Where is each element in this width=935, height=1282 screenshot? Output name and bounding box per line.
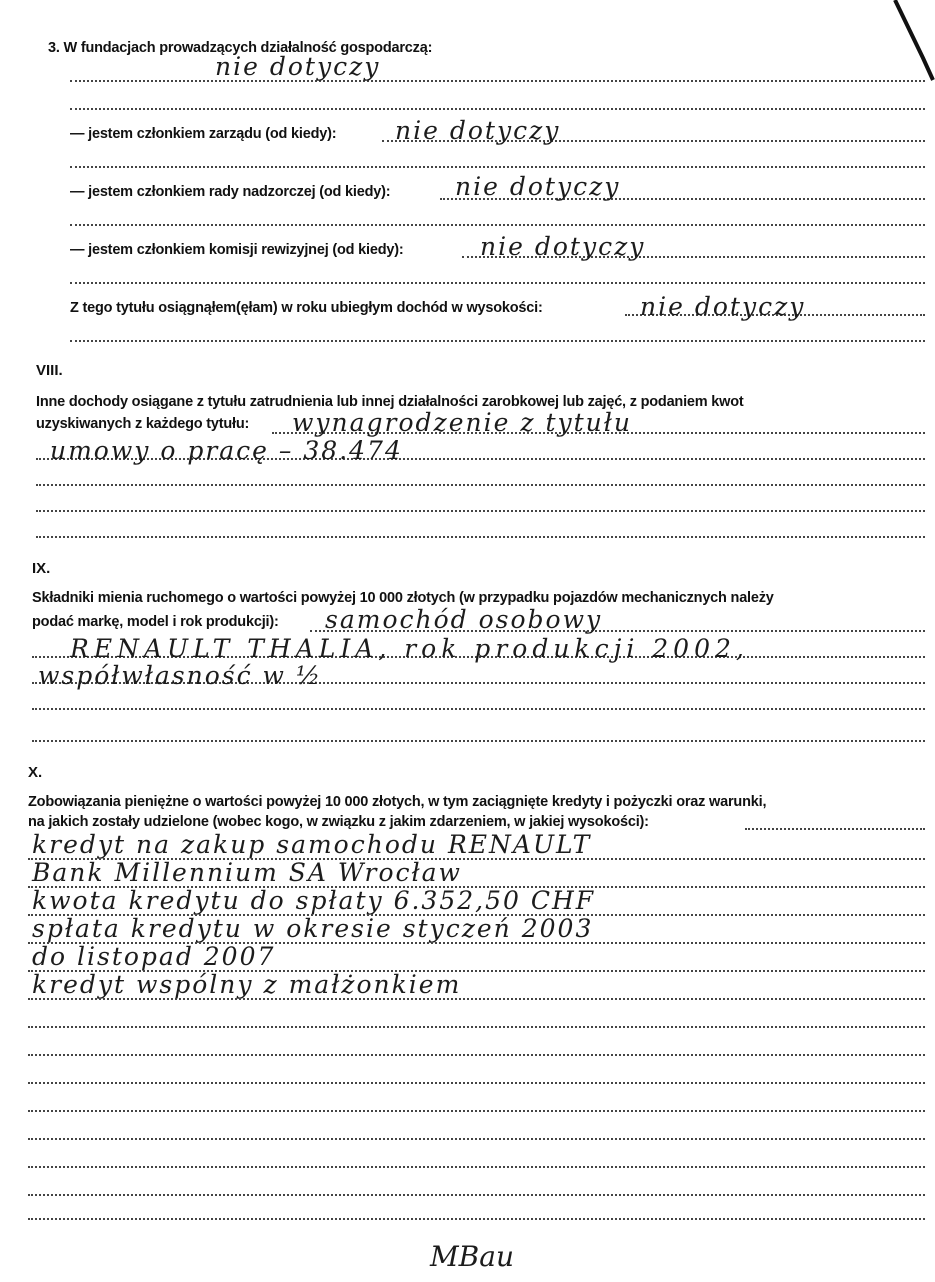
section10-text-line2: na jakich zostały udzielone (wobec kogo, w związku z jakim zdarzeniem, w jakiej wysokości): — [28, 814, 649, 830]
zarzad-label: — jestem członkiem zarządu (od kiedy): — [70, 126, 337, 142]
handwritten-answer: nie dotyczy — [480, 232, 646, 261]
dotted-line — [28, 1082, 925, 1084]
dotted-line — [70, 108, 925, 110]
handwritten-answer: wynagrodzenie z tytułu — [292, 408, 632, 437]
handwritten-answer: nie dotyczy — [455, 172, 621, 201]
handwritten-answer: współwłasność w ½ — [38, 661, 323, 690]
section3-heading: 3. W fundacjach prowadzących działalność gospodarczą: — [48, 40, 433, 56]
signature: MBau — [430, 1240, 514, 1273]
handwritten-answer: samochód osobowy — [325, 605, 603, 634]
dotted-line — [70, 340, 925, 342]
dotted-line — [36, 510, 925, 512]
corner-pen-mark — [875, 0, 935, 90]
dotted-line — [70, 80, 925, 82]
handwritten-answer: kredyt na zakup samochodu RENAULT — [32, 830, 592, 859]
dotted-line — [28, 1026, 925, 1028]
section10-heading: X. — [28, 764, 43, 781]
section8-text-line1: Inne dochody osiągane z tytułu zatrudnienia lub innej działalności zarobkowej lub zajęć, z podaniem kwot — [36, 394, 744, 410]
dotted-line — [70, 282, 925, 284]
dotted-line — [28, 998, 925, 1000]
dotted-line — [745, 828, 925, 830]
section8-text-line2: uzyskiwanych z każdego tytułu: — [36, 416, 250, 432]
handwritten-answer: nie dotyczy — [640, 292, 806, 321]
dotted-line — [28, 1138, 925, 1140]
section9-heading: IX. — [32, 560, 51, 577]
handwritten-answer: kredyt wspólny z małżonkiem — [32, 970, 462, 999]
handwritten-answer: nie dotyczy — [215, 52, 381, 81]
section9-text-line2: podać markę, model i rok produkcji): — [32, 614, 279, 630]
section9-text-line1: Składniki mienia ruchomego o wartości powyżej 10 000 złotych (w przypadku pojazdów mechanicznych należy — [32, 590, 774, 606]
handwritten-answer: spłata kredytu w okresie styczeń 2003 — [32, 914, 594, 943]
dotted-line — [36, 484, 925, 486]
dotted-line — [28, 1054, 925, 1056]
dotted-line — [28, 1194, 925, 1196]
komisja-label: — jestem członkiem komisji rewizyjnej (od kiedy): — [70, 242, 404, 258]
rada-label: — jestem członkiem rady nadzorczej (od kiedy): — [70, 184, 391, 200]
section10-text-line1: Zobowiązania pieniężne o wartości powyżej 10 000 złotych, w tym zaciągnięte kredyty i pożyczki oraz warunki, — [28, 794, 767, 810]
dotted-line — [32, 740, 925, 742]
dotted-line — [28, 1110, 925, 1112]
handwritten-answer: umowy o pracę – 38.474 — [50, 436, 403, 465]
handwritten-answer: kwota kredytu do spłaty 6.352,50 CHF — [32, 886, 596, 915]
dotted-line — [28, 1218, 925, 1220]
handwritten-answer: do listopad 2007 — [32, 942, 276, 971]
dotted-line — [28, 1166, 925, 1168]
handwritten-answer: Bank Millennium SA Wrocław — [32, 858, 462, 887]
dochod-label: Z tego tytułu osiągnąłem(ęłam) w roku ubiegłym dochód w wysokości: — [70, 300, 543, 316]
dotted-line — [36, 536, 925, 538]
dotted-line — [70, 166, 925, 168]
dotted-line — [32, 708, 925, 710]
section8-heading: VIII. — [36, 362, 63, 379]
handwritten-answer: RENAULT THALIA, rok produkcji 2002, — [70, 634, 749, 663]
dotted-line — [70, 224, 925, 226]
handwritten-answer: nie dotyczy — [395, 116, 561, 145]
